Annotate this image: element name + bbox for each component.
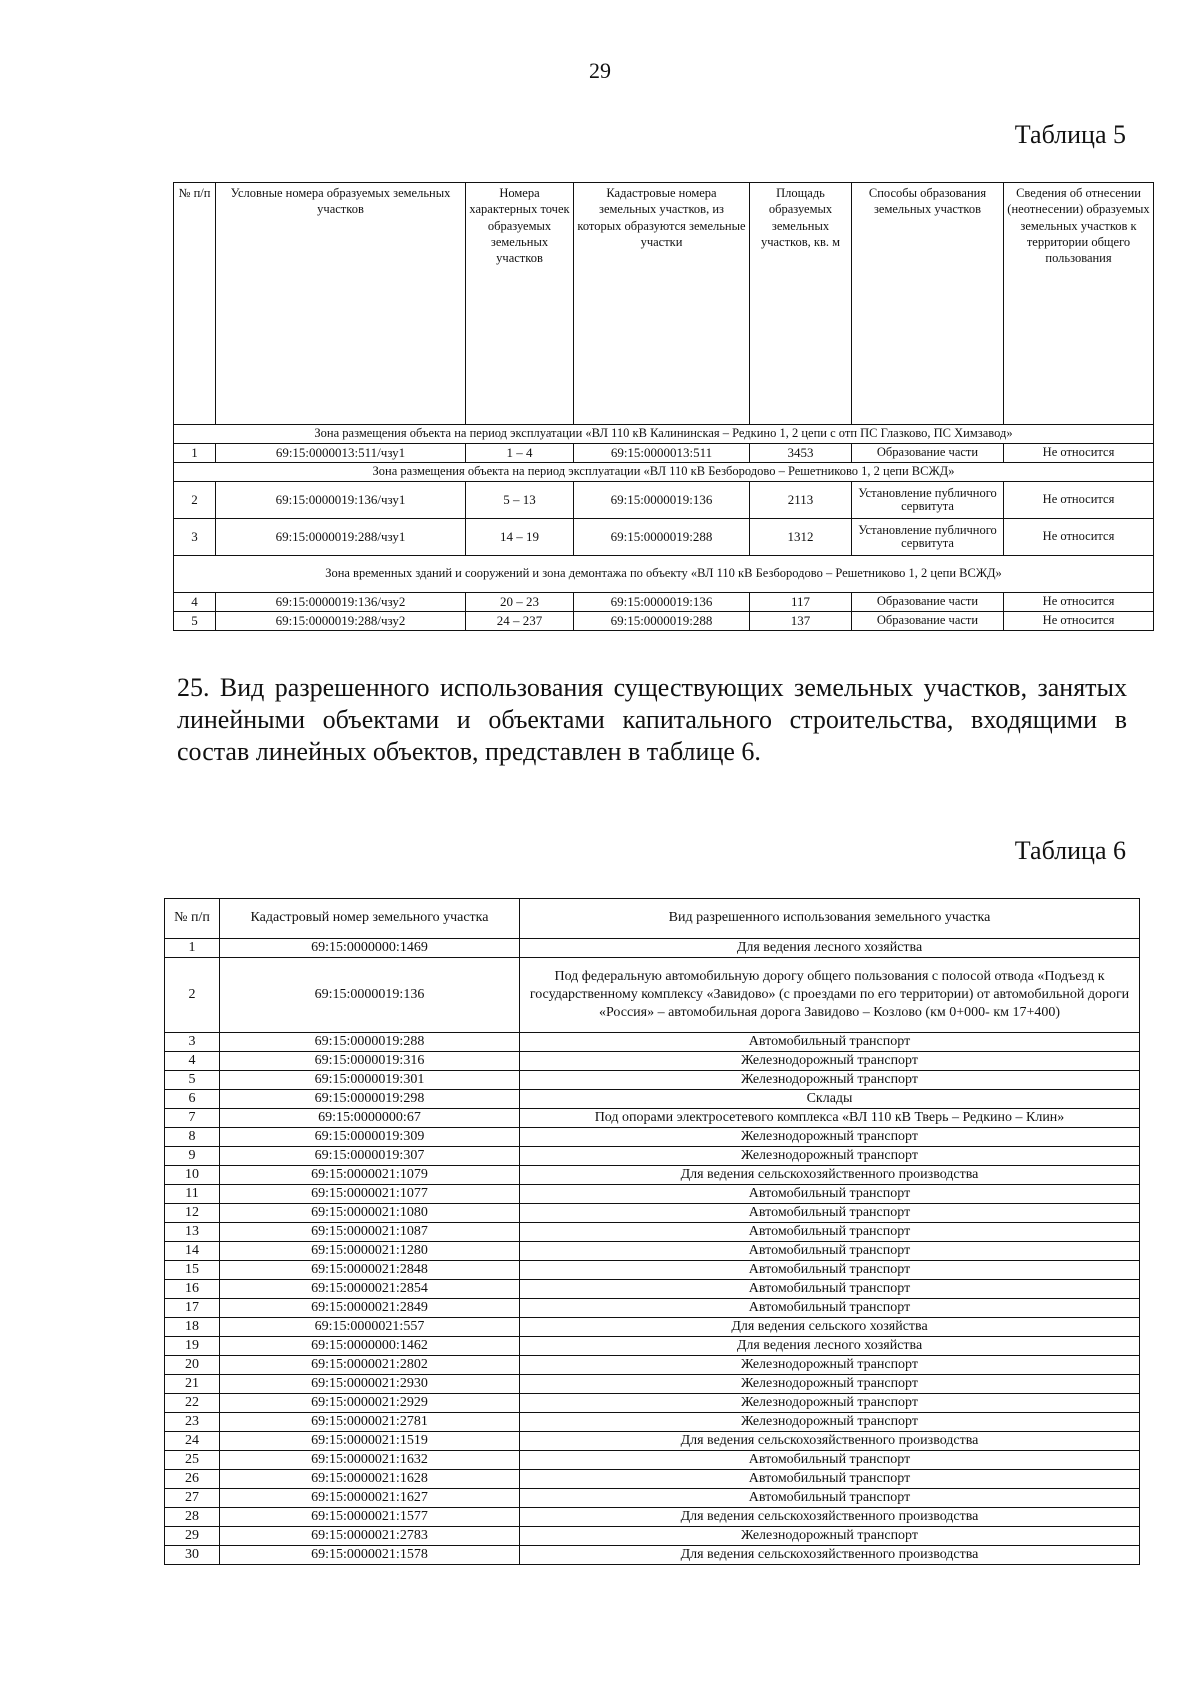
table5-cell: 3 — [174, 519, 216, 556]
table6-cell: 69:15:0000021:2848 — [220, 1261, 520, 1280]
table-row — [165, 1394, 1140, 1413]
table6-cell: 69:15:0000021:2854 — [220, 1280, 520, 1299]
table-row — [174, 612, 1154, 631]
table6-cell: Автомобильный транспорт — [520, 1242, 1140, 1261]
table6-cell: 69:15:0000019:301 — [220, 1071, 520, 1090]
table5-header-row — [174, 183, 1154, 425]
table-row — [165, 1185, 1140, 1204]
table-row — [165, 1109, 1140, 1128]
table6-cell: Под федеральную автомобильную дорогу общего пользования с полосой отвода «Подъезд к государственному комплексу «Завидово» (с проездами по его территории) от автомобильной дороги «Россия» – автомобильная дорога Завидово – Козлово (км 0+000- км 17+400) — [520, 958, 1140, 1033]
table6-cell: Железнодорожный транспорт — [520, 1147, 1140, 1166]
table5-header-cell: Площадь образуемых земельных участков, кв. м — [750, 183, 852, 425]
table-row — [165, 1489, 1140, 1508]
table5-zone-title: Зона временных зданий и сооружений и зона демонтажа по объекту «ВЛ 110 кВ Безбородово – Решетниково 1, 2 цепи ВСЖД» — [174, 556, 1154, 593]
table6-cell: 69:15:0000021:2802 — [220, 1356, 520, 1375]
table5-cell: 4 — [174, 593, 216, 612]
table6-cell: 69:15:0000021:1079 — [220, 1166, 520, 1185]
table6-header-cell: № п/п — [165, 899, 220, 939]
table5-cell: Установление публичного сервитута — [852, 482, 1004, 519]
table5-cell: 1 – 4 — [466, 444, 574, 463]
table5-cell: Не относится — [1004, 444, 1154, 463]
table5-header-cell: Кадастровые номера земельных участков, из которых образуются земельные участки — [574, 183, 750, 425]
table6-cell: 3 — [165, 1033, 220, 1052]
table6-header-row — [165, 899, 1140, 939]
table-row — [165, 1432, 1140, 1451]
table6 — [164, 898, 1140, 1565]
table6-cell: 69:15:0000021:2849 — [220, 1299, 520, 1318]
table6-cell: 69:15:0000021:1578 — [220, 1546, 520, 1565]
table6-cell: Для ведения сельскохозяйственного производства — [520, 1546, 1140, 1565]
table6-cell: 18 — [165, 1318, 220, 1337]
table-row — [165, 1280, 1140, 1299]
table6-cell: 69:15:0000021:2929 — [220, 1394, 520, 1413]
table6-cell: Автомобильный транспорт — [520, 1451, 1140, 1470]
table6-cell: 69:15:0000021:1627 — [220, 1489, 520, 1508]
table6-cell: Автомобильный транспорт — [520, 1185, 1140, 1204]
table6-cell: 69:15:0000019:309 — [220, 1128, 520, 1147]
table6-cell: 23 — [165, 1413, 220, 1432]
table-row — [165, 1090, 1140, 1109]
table-row — [165, 1223, 1140, 1242]
table6-cell: 12 — [165, 1204, 220, 1223]
table6-cell: 69:15:0000021:2930 — [220, 1375, 520, 1394]
table6-cell: Железнодорожный транспорт — [520, 1128, 1140, 1147]
table5-cell: 69:15:0000019:288/чзу2 — [216, 612, 466, 631]
table6-cell: 24 — [165, 1432, 220, 1451]
table5-header-cell: Условные номера образуемых земельных участков — [216, 183, 466, 425]
table-row — [165, 1033, 1140, 1052]
table6-cell: 69:15:0000021:1080 — [220, 1204, 520, 1223]
table6-cell: 69:15:0000021:1519 — [220, 1432, 520, 1451]
table6-cell: 69:15:0000000:67 — [220, 1109, 520, 1128]
table5-cell: 69:15:0000013:511 — [574, 444, 750, 463]
table-row — [165, 1071, 1140, 1090]
table5-cell: 69:15:0000019:136/чзу2 — [216, 593, 466, 612]
table6-cell: Для ведения сельскохозяйственного производства — [520, 1508, 1140, 1527]
table6-cell: 7 — [165, 1109, 220, 1128]
table6-caption: Таблица 6 — [1014, 836, 1126, 865]
table6-cell: 17 — [165, 1299, 220, 1318]
table6-cell: 30 — [165, 1546, 220, 1565]
table6-cell: Железнодорожный транспорт — [520, 1527, 1140, 1546]
table5-cell: 69:15:0000019:288 — [574, 612, 750, 631]
table6-body — [165, 939, 1140, 1565]
table6-cell: 69:15:0000019:307 — [220, 1147, 520, 1166]
table6-cell: Железнодорожный транспорт — [520, 1052, 1140, 1071]
table5-cell: 69:15:0000019:136/чзу1 — [216, 482, 466, 519]
table-row — [165, 1375, 1140, 1394]
table6-cell: Автомобильный транспорт — [520, 1204, 1140, 1223]
table6-cell: 69:15:0000019:136 — [220, 958, 520, 1033]
table6-cell: 69:15:0000021:557 — [220, 1318, 520, 1337]
table6-cell: 28 — [165, 1508, 220, 1527]
table5-cell: 2113 — [750, 482, 852, 519]
table6-cell: 19 — [165, 1337, 220, 1356]
table-row — [165, 939, 1140, 958]
table6-cell: 22 — [165, 1394, 220, 1413]
table5-cell: Образование части — [852, 612, 1004, 631]
table6-cell: 10 — [165, 1166, 220, 1185]
table5-cell: Образование части — [852, 593, 1004, 612]
table5-zone-row — [174, 425, 1154, 444]
table-row — [165, 1508, 1140, 1527]
table6-cell: 69:15:0000000:1469 — [220, 939, 520, 958]
table5-cell: 3453 — [750, 444, 852, 463]
table6-cell: 2 — [165, 958, 220, 1033]
table6-cell: Склады — [520, 1090, 1140, 1109]
table5-cell: 69:15:0000013:511/чзу1 — [216, 444, 466, 463]
table-row — [165, 1451, 1140, 1470]
table6-header-cell: Кадастровый номер земельного участка — [220, 899, 520, 939]
table5-cell: Образование части — [852, 444, 1004, 463]
table6-cell: 6 — [165, 1090, 220, 1109]
table5-cell: 1 — [174, 444, 216, 463]
paragraph-25: 25. Вид разрешенного использования существующих земельных участков, занятых линейными объектами и объектами капитального строительства, входящими в состав линейных объектов, представлен в таблице 6. — [177, 673, 1127, 766]
table5-cell: 117 — [750, 593, 852, 612]
table6-cell: Автомобильный транспорт — [520, 1223, 1140, 1242]
table6-cell: Автомобильный транспорт — [520, 1280, 1140, 1299]
table-row — [165, 1356, 1140, 1375]
table-row — [174, 444, 1154, 463]
table5-cell: 69:15:0000019:136 — [574, 593, 750, 612]
table6-cell: Автомобильный транспорт — [520, 1261, 1140, 1280]
table-row — [165, 1413, 1140, 1432]
table5-cell: 2 — [174, 482, 216, 519]
table5-header-cell: № п/п — [174, 183, 216, 425]
table5-cell: Не относится — [1004, 482, 1154, 519]
table6-cell: 69:15:0000021:2783 — [220, 1527, 520, 1546]
table5-header-cell: Номера характерных точек образуемых земельных участков — [466, 183, 574, 425]
table-row — [165, 1546, 1140, 1565]
table6-cell: 69:15:0000019:298 — [220, 1090, 520, 1109]
table-row — [165, 1261, 1140, 1280]
table5-zone-title: Зона размещения объекта на период эксплуатации «ВЛ 110 кВ Калининская – Редкино 1, 2 цепи с отп ПС Глазково, ПС Химзавод» — [174, 425, 1154, 444]
table-row — [165, 1147, 1140, 1166]
table6-cell: Для ведения сельского хозяйства — [520, 1318, 1140, 1337]
table6-cell: Железнодорожный транспорт — [520, 1375, 1140, 1394]
table5-cell: 1312 — [750, 519, 852, 556]
table6-cell: Для ведения лесного хозяйства — [520, 939, 1140, 958]
table6-header-cell: Вид разрешенного использования земельного участка — [520, 899, 1140, 939]
table6-cell: Для ведения сельскохозяйственного производства — [520, 1432, 1140, 1451]
table6-cell: 16 — [165, 1280, 220, 1299]
table5-zone-row — [174, 556, 1154, 593]
table6-cell: 29 — [165, 1527, 220, 1546]
table6-cell: Железнодорожный транспорт — [520, 1394, 1140, 1413]
table5-caption: Таблица 5 — [1014, 120, 1126, 149]
table6-cell: 69:15:0000021:1077 — [220, 1185, 520, 1204]
table-row — [165, 1166, 1140, 1185]
table5-cell: 69:15:0000019:288/чзу1 — [216, 519, 466, 556]
table6-cell: 69:15:0000019:316 — [220, 1052, 520, 1071]
table6-cell: Автомобильный транспорт — [520, 1299, 1140, 1318]
table-row — [174, 519, 1154, 556]
table6-cell: 25 — [165, 1451, 220, 1470]
table-row — [165, 1242, 1140, 1261]
table5-cell: 5 – 13 — [466, 482, 574, 519]
table5-cell: 137 — [750, 612, 852, 631]
table6-cell: 15 — [165, 1261, 220, 1280]
table6-cell: Для ведения сельскохозяйственного производства — [520, 1166, 1140, 1185]
table6-cell: Под опорами электросетевого комплекса «ВЛ 110 кВ Тверь – Редкино – Клин» — [520, 1109, 1140, 1128]
table6-cell: Железнодорожный транспорт — [520, 1413, 1140, 1432]
table5-cell: 69:15:0000019:136 — [574, 482, 750, 519]
table6-cell: Для ведения лесного хозяйства — [520, 1337, 1140, 1356]
table6-cell: 69:15:0000021:1628 — [220, 1470, 520, 1489]
table6-cell: 69:15:0000019:288 — [220, 1033, 520, 1052]
table6-cell: 21 — [165, 1375, 220, 1394]
table6-cell: 26 — [165, 1470, 220, 1489]
table5-cell: Не относится — [1004, 519, 1154, 556]
table6-cell: Железнодорожный транспорт — [520, 1071, 1140, 1090]
table-row — [165, 1318, 1140, 1337]
table6-cell: Железнодорожный транспорт — [520, 1356, 1140, 1375]
table6-cell: 69:15:0000021:1577 — [220, 1508, 520, 1527]
table5-cell: 24 – 237 — [466, 612, 574, 631]
table6-cell: Автомобильный транспорт — [520, 1470, 1140, 1489]
table5-cell: Не относится — [1004, 593, 1154, 612]
table6-cell: 69:15:0000021:2781 — [220, 1413, 520, 1432]
table6-cell: 69:15:0000021:1280 — [220, 1242, 520, 1261]
table-row — [165, 1527, 1140, 1546]
table-row — [165, 1052, 1140, 1071]
table6-cell: 13 — [165, 1223, 220, 1242]
table6-cell: 69:15:0000000:1462 — [220, 1337, 520, 1356]
table5-cell: Установление публичного сервитута — [852, 519, 1004, 556]
table-row — [165, 1470, 1140, 1489]
table6-cell: 4 — [165, 1052, 220, 1071]
table-row — [165, 1337, 1140, 1356]
table6-cell: 69:15:0000021:1632 — [220, 1451, 520, 1470]
table6-cell: 20 — [165, 1356, 220, 1375]
table-row — [174, 482, 1154, 519]
table-row — [165, 1128, 1140, 1147]
table-row — [165, 1299, 1140, 1318]
table6-cell: 11 — [165, 1185, 220, 1204]
table5-cell: Не относится — [1004, 612, 1154, 631]
table5-cell: 69:15:0000019:288 — [574, 519, 750, 556]
table-row — [165, 958, 1140, 1033]
table-row — [165, 1204, 1140, 1223]
table6-cell: 8 — [165, 1128, 220, 1147]
table5-cell: 5 — [174, 612, 216, 631]
table6-cell: 14 — [165, 1242, 220, 1261]
table5-cell: 20 – 23 — [466, 593, 574, 612]
table5-zone-row — [174, 463, 1154, 482]
page-number: 29 — [589, 58, 611, 83]
table6-cell: 9 — [165, 1147, 220, 1166]
table-row — [174, 593, 1154, 612]
table6-cell: 5 — [165, 1071, 220, 1090]
table6-cell: Автомобильный транспорт — [520, 1489, 1140, 1508]
table6-cell: 69:15:0000021:1087 — [220, 1223, 520, 1242]
table6-cell: Автомобильный транспорт — [520, 1033, 1140, 1052]
table5-header-cell: Сведения об отнесении (неотнесении) образуемых земельных участков к территории общего пользования — [1004, 183, 1154, 425]
table5-zone-title: Зона размещения объекта на период эксплуатации «ВЛ 110 кВ Безбородово – Решетниково 1, 2 цепи ВСЖД» — [174, 463, 1154, 482]
table5 — [173, 182, 1154, 631]
table5-header-cell: Способы образования земельных участков — [852, 183, 1004, 425]
table5-cell: 14 – 19 — [466, 519, 574, 556]
table6-cell: 27 — [165, 1489, 220, 1508]
table6-cell: 1 — [165, 939, 220, 958]
